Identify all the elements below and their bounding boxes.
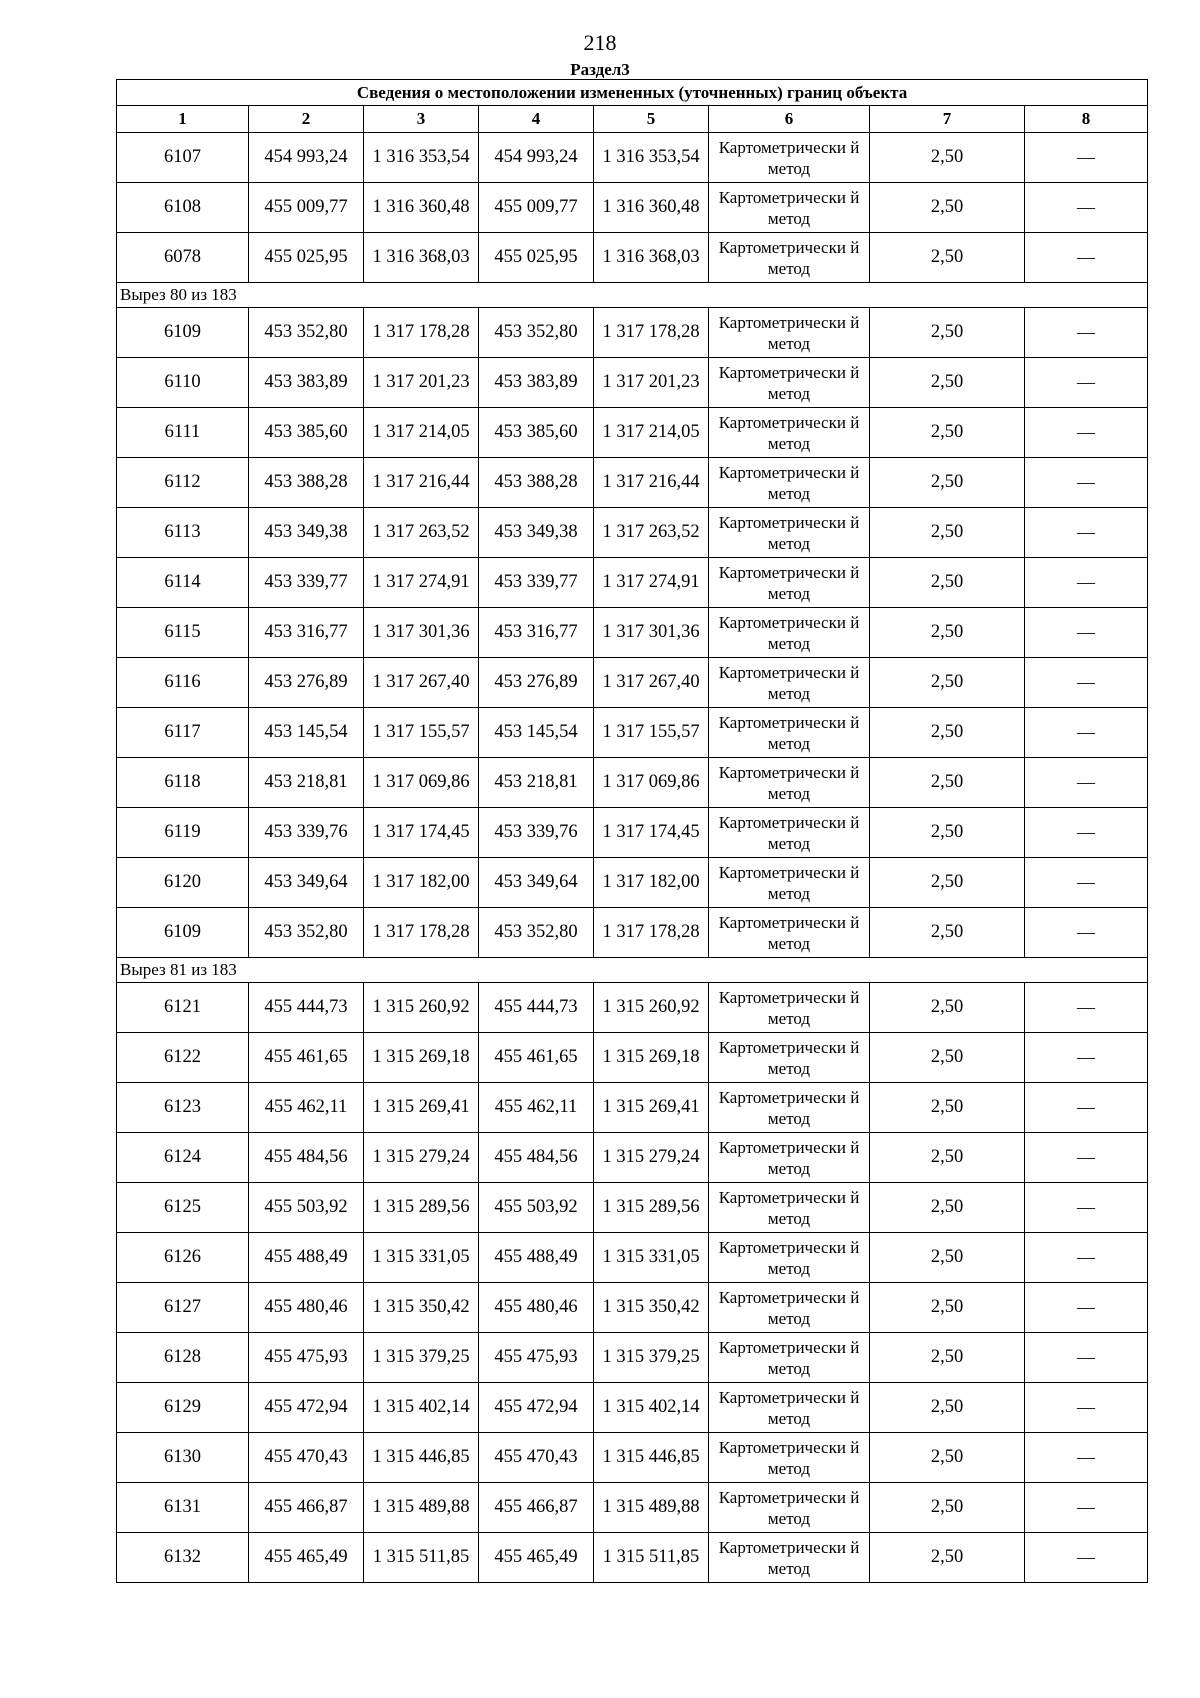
x-new-cell: 453 316,77 <box>479 608 594 658</box>
point-number-cell: 6120 <box>117 858 249 908</box>
x-new-cell: 455 462,11 <box>479 1083 594 1133</box>
x-new-cell: 454 993,24 <box>479 133 594 183</box>
method-cell <box>709 808 870 858</box>
accuracy-cell: 2,50 <box>870 658 1025 708</box>
x-new-cell: 453 218,81 <box>479 758 594 808</box>
description-cell: — <box>1025 1333 1148 1383</box>
y-new-cell: 1 317 214,05 <box>594 408 709 458</box>
method-text: Картометрически й метод <box>718 1437 860 1478</box>
x-old-cell: 455 503,92 <box>249 1183 364 1233</box>
method-cell <box>709 858 870 908</box>
accuracy-cell: 2,50 <box>870 608 1025 658</box>
table-row <box>117 1433 1148 1483</box>
table-row <box>117 658 1148 708</box>
x-new-cell: 453 349,64 <box>479 858 594 908</box>
method-cell <box>709 1133 870 1183</box>
description-cell: — <box>1025 658 1148 708</box>
x-new-cell: 455 475,93 <box>479 1333 594 1383</box>
point-number-cell: 6113 <box>117 508 249 558</box>
column-header: 1 <box>117 106 249 133</box>
method-cell <box>709 1533 870 1583</box>
description-cell: — <box>1025 233 1148 283</box>
description-cell: — <box>1025 858 1148 908</box>
x-old-cell: 455 484,56 <box>249 1133 364 1183</box>
table-title-row <box>117 80 1148 106</box>
method-text: Картометрически й метод <box>718 187 860 228</box>
point-number-cell: 6130 <box>117 1433 249 1483</box>
accuracy-cell: 2,50 <box>870 233 1025 283</box>
boundary-coordinates-table <box>116 79 1148 1583</box>
description-cell: — <box>1025 408 1148 458</box>
point-number-cell: 6112 <box>117 458 249 508</box>
method-text: Картометрически й метод <box>718 1137 860 1178</box>
accuracy-cell: 2,50 <box>870 1333 1025 1383</box>
point-number-cell: 6109 <box>117 308 249 358</box>
y-new-cell: 1 315 446,85 <box>594 1433 709 1483</box>
x-new-cell: 455 009,77 <box>479 183 594 233</box>
point-number-cell: 6131 <box>117 1483 249 1533</box>
x-new-cell: 455 465,49 <box>479 1533 594 1583</box>
accuracy-cell: 2,50 <box>870 133 1025 183</box>
point-number-cell: 6111 <box>117 408 249 458</box>
method-text: Картометрически й метод <box>718 1237 860 1278</box>
method-text: Картометрически й метод <box>718 762 860 803</box>
column-header: 7 <box>870 106 1025 133</box>
method-text: Картометрически й метод <box>718 912 860 953</box>
method-cell <box>709 1333 870 1383</box>
method-text: Картометрически й метод <box>718 612 860 653</box>
point-number-cell: 6116 <box>117 658 249 708</box>
method-text: Картометрически й метод <box>718 812 860 853</box>
point-number-cell: 6127 <box>117 1283 249 1333</box>
method-text: Картометрически й метод <box>718 712 860 753</box>
x-new-cell: 453 339,76 <box>479 808 594 858</box>
x-new-cell: 453 383,89 <box>479 358 594 408</box>
method-cell <box>709 308 870 358</box>
group-label: Вырез 81 из 183 <box>117 958 1148 983</box>
x-old-cell: 453 349,38 <box>249 508 364 558</box>
accuracy-cell: 2,50 <box>870 1383 1025 1433</box>
accuracy-cell: 2,50 <box>870 1083 1025 1133</box>
x-new-cell: 455 461,65 <box>479 1033 594 1083</box>
method-cell <box>709 183 870 233</box>
y-new-cell: 1 317 267,40 <box>594 658 709 708</box>
y-old-cell: 1 317 178,28 <box>364 308 479 358</box>
accuracy-cell: 2,50 <box>870 358 1025 408</box>
table-row <box>117 1033 1148 1083</box>
y-old-cell: 1 317 263,52 <box>364 508 479 558</box>
y-old-cell: 1 317 301,36 <box>364 608 479 658</box>
group-row <box>117 283 1148 308</box>
table-row <box>117 608 1148 658</box>
description-cell: — <box>1025 183 1148 233</box>
accuracy-cell: 2,50 <box>870 1033 1025 1083</box>
method-text: Картометрически й метод <box>718 1187 860 1228</box>
x-old-cell: 453 339,77 <box>249 558 364 608</box>
accuracy-cell: 2,50 <box>870 1183 1025 1233</box>
point-number-cell: 6129 <box>117 1383 249 1433</box>
accuracy-cell: 2,50 <box>870 708 1025 758</box>
table-row <box>117 1533 1148 1583</box>
table-row <box>117 233 1148 283</box>
group-row <box>117 958 1148 983</box>
x-old-cell: 454 993,24 <box>249 133 364 183</box>
description-cell: — <box>1025 1483 1148 1533</box>
point-number-cell: 6132 <box>117 1533 249 1583</box>
method-text: Картометрически й метод <box>718 1537 860 1578</box>
point-number-cell: 6126 <box>117 1233 249 1283</box>
x-old-cell: 453 316,77 <box>249 608 364 658</box>
point-number-cell: 6114 <box>117 558 249 608</box>
x-new-cell: 453 352,80 <box>479 908 594 958</box>
table-row <box>117 708 1148 758</box>
y-new-cell: 1 315 331,05 <box>594 1233 709 1283</box>
x-old-cell: 455 461,65 <box>249 1033 364 1083</box>
method-cell <box>709 1033 870 1083</box>
method-text: Картометрически й метод <box>718 1337 860 1378</box>
x-old-cell: 455 472,94 <box>249 1383 364 1433</box>
y-new-cell: 1 317 216,44 <box>594 458 709 508</box>
point-number-cell: 6110 <box>117 358 249 408</box>
x-old-cell: 455 009,77 <box>249 183 364 233</box>
y-old-cell: 1 315 269,41 <box>364 1083 479 1133</box>
x-old-cell: 455 462,11 <box>249 1083 364 1133</box>
table-row <box>117 1083 1148 1133</box>
method-cell <box>709 983 870 1033</box>
y-old-cell: 1 316 368,03 <box>364 233 479 283</box>
description-cell: — <box>1025 358 1148 408</box>
accuracy-cell: 2,50 <box>870 308 1025 358</box>
x-new-cell: 453 276,89 <box>479 658 594 708</box>
x-new-cell: 455 466,87 <box>479 1483 594 1533</box>
x-old-cell: 453 349,64 <box>249 858 364 908</box>
table-row <box>117 308 1148 358</box>
method-text: Картометрически й метод <box>718 562 860 603</box>
point-number-cell: 6123 <box>117 1083 249 1133</box>
method-cell <box>709 233 870 283</box>
x-old-cell: 453 145,54 <box>249 708 364 758</box>
table-row <box>117 458 1148 508</box>
accuracy-cell: 2,50 <box>870 408 1025 458</box>
method-text: Картометрически й метод <box>718 137 860 178</box>
method-cell <box>709 708 870 758</box>
method-cell <box>709 1283 870 1333</box>
description-cell: — <box>1025 558 1148 608</box>
accuracy-cell: 2,50 <box>870 508 1025 558</box>
section-title: Раздел3 <box>570 60 630 79</box>
point-number-cell: 6109 <box>117 908 249 958</box>
method-cell <box>709 608 870 658</box>
method-text: Картометрически й метод <box>718 862 860 903</box>
description-cell: — <box>1025 133 1148 183</box>
x-new-cell: 453 339,77 <box>479 558 594 608</box>
table-row <box>117 358 1148 408</box>
method-cell <box>709 758 870 808</box>
y-old-cell: 1 315 379,25 <box>364 1333 479 1383</box>
accuracy-cell: 2,50 <box>870 558 1025 608</box>
y-new-cell: 1 315 379,25 <box>594 1333 709 1383</box>
method-text: Картометрически й метод <box>718 312 860 353</box>
description-cell: — <box>1025 458 1148 508</box>
x-new-cell: 455 480,46 <box>479 1283 594 1333</box>
accuracy-cell: 2,50 <box>870 1483 1025 1533</box>
y-new-cell: 1 315 511,85 <box>594 1533 709 1583</box>
point-number-cell: 6119 <box>117 808 249 858</box>
table-row <box>117 983 1148 1033</box>
table-body <box>117 80 1148 1583</box>
x-old-cell: 455 025,95 <box>249 233 364 283</box>
y-old-cell: 1 315 269,18 <box>364 1033 479 1083</box>
y-old-cell: 1 315 402,14 <box>364 1383 479 1433</box>
x-new-cell: 453 145,54 <box>479 708 594 758</box>
method-cell <box>709 408 870 458</box>
y-old-cell: 1 317 201,23 <box>364 358 479 408</box>
y-new-cell: 1 317 178,28 <box>594 908 709 958</box>
point-number-cell: 6078 <box>117 233 249 283</box>
y-new-cell: 1 317 182,00 <box>594 858 709 908</box>
accuracy-cell: 2,50 <box>870 1433 1025 1483</box>
table-row <box>117 183 1148 233</box>
description-cell: — <box>1025 808 1148 858</box>
y-old-cell: 1 317 274,91 <box>364 558 479 608</box>
y-new-cell: 1 315 279,24 <box>594 1133 709 1183</box>
method-text: Картометрически й метод <box>718 412 860 453</box>
description-cell: — <box>1025 1383 1148 1433</box>
table-row <box>117 1283 1148 1333</box>
point-number-cell: 6115 <box>117 608 249 658</box>
description-cell: — <box>1025 1233 1148 1283</box>
y-old-cell: 1 317 174,45 <box>364 808 479 858</box>
x-old-cell: 453 276,89 <box>249 658 364 708</box>
method-text: Картометрически й метод <box>718 1487 860 1528</box>
method-cell <box>709 1483 870 1533</box>
x-old-cell: 455 470,43 <box>249 1433 364 1483</box>
x-old-cell: 455 488,49 <box>249 1233 364 1283</box>
y-new-cell: 1 317 069,86 <box>594 758 709 808</box>
x-old-cell: 455 480,46 <box>249 1283 364 1333</box>
description-cell: — <box>1025 1183 1148 1233</box>
column-header: 8 <box>1025 106 1148 133</box>
y-new-cell: 1 315 350,42 <box>594 1283 709 1333</box>
x-new-cell: 453 385,60 <box>479 408 594 458</box>
description-cell: — <box>1025 608 1148 658</box>
accuracy-cell: 2,50 <box>870 1533 1025 1583</box>
y-old-cell: 1 317 216,44 <box>364 458 479 508</box>
x-old-cell: 455 475,93 <box>249 1333 364 1383</box>
x-new-cell: 455 488,49 <box>479 1233 594 1283</box>
y-old-cell: 1 317 182,00 <box>364 858 479 908</box>
y-new-cell: 1 317 301,36 <box>594 608 709 658</box>
description-cell: — <box>1025 308 1148 358</box>
x-old-cell: 455 465,49 <box>249 1533 364 1583</box>
y-old-cell: 1 315 446,85 <box>364 1433 479 1483</box>
y-old-cell: 1 317 267,40 <box>364 658 479 708</box>
description-cell: — <box>1025 1133 1148 1183</box>
x-old-cell: 453 383,89 <box>249 358 364 408</box>
y-new-cell: 1 317 201,23 <box>594 358 709 408</box>
method-cell <box>709 558 870 608</box>
accuracy-cell: 2,50 <box>870 1283 1025 1333</box>
accuracy-cell: 2,50 <box>870 1133 1025 1183</box>
x-old-cell: 455 444,73 <box>249 983 364 1033</box>
point-number-cell: 6121 <box>117 983 249 1033</box>
y-new-cell: 1 317 263,52 <box>594 508 709 558</box>
x-new-cell: 455 444,73 <box>479 983 594 1033</box>
y-new-cell: 1 316 353,54 <box>594 133 709 183</box>
column-header: 6 <box>709 106 870 133</box>
point-number-cell: 6122 <box>117 1033 249 1083</box>
x-old-cell: 453 388,28 <box>249 458 364 508</box>
x-old-cell: 453 339,76 <box>249 808 364 858</box>
table-row <box>117 758 1148 808</box>
accuracy-cell: 2,50 <box>870 808 1025 858</box>
column-header: 5 <box>594 106 709 133</box>
y-new-cell: 1 317 174,45 <box>594 808 709 858</box>
method-cell <box>709 908 870 958</box>
column-header: 4 <box>479 106 594 133</box>
description-cell: — <box>1025 908 1148 958</box>
accuracy-cell: 2,50 <box>870 458 1025 508</box>
y-new-cell: 1 315 402,14 <box>594 1383 709 1433</box>
description-cell: — <box>1025 983 1148 1033</box>
y-old-cell: 1 316 360,48 <box>364 183 479 233</box>
method-cell <box>709 658 870 708</box>
method-cell <box>709 1433 870 1483</box>
y-new-cell: 1 315 289,56 <box>594 1183 709 1233</box>
point-number-cell: 6107 <box>117 133 249 183</box>
table-row <box>117 808 1148 858</box>
y-new-cell: 1 317 178,28 <box>594 308 709 358</box>
method-text: Картометрически й метод <box>718 987 860 1028</box>
point-number-cell: 6117 <box>117 708 249 758</box>
x-new-cell: 455 503,92 <box>479 1183 594 1233</box>
group-label: Вырез 80 из 183 <box>117 283 1148 308</box>
point-number-cell: 6124 <box>117 1133 249 1183</box>
y-new-cell: 1 315 269,18 <box>594 1033 709 1083</box>
table-row <box>117 1483 1148 1533</box>
y-new-cell: 1 317 155,57 <box>594 708 709 758</box>
method-text: Картометрически й метод <box>718 237 860 278</box>
y-new-cell: 1 316 368,03 <box>594 233 709 283</box>
method-text: Картометрически й метод <box>718 662 860 703</box>
table-row <box>117 133 1148 183</box>
table-row <box>117 408 1148 458</box>
x-new-cell: 455 470,43 <box>479 1433 594 1483</box>
description-cell: — <box>1025 1283 1148 1333</box>
point-number-cell: 6108 <box>117 183 249 233</box>
description-cell: — <box>1025 508 1148 558</box>
page-number: 218 <box>583 30 617 55</box>
method-text: Картометрически й метод <box>718 462 860 503</box>
method-cell <box>709 358 870 408</box>
y-old-cell: 1 317 069,86 <box>364 758 479 808</box>
accuracy-cell: 2,50 <box>870 758 1025 808</box>
accuracy-cell: 2,50 <box>870 183 1025 233</box>
table-title: Сведения о местоположении измененных (уточненных) границ объекта <box>117 80 1148 106</box>
point-number-cell: 6125 <box>117 1183 249 1233</box>
accuracy-cell: 2,50 <box>870 1233 1025 1283</box>
table-row <box>117 1383 1148 1433</box>
method-text: Картометрически й метод <box>718 512 860 553</box>
point-number-cell: 6118 <box>117 758 249 808</box>
method-cell <box>709 133 870 183</box>
table-row <box>117 1133 1148 1183</box>
y-old-cell: 1 315 289,56 <box>364 1183 479 1233</box>
table-row <box>117 1233 1148 1283</box>
x-old-cell: 453 218,81 <box>249 758 364 808</box>
method-text: Картометрически й метод <box>718 1387 860 1428</box>
column-header: 3 <box>364 106 479 133</box>
accuracy-cell: 2,50 <box>870 983 1025 1033</box>
method-cell <box>709 508 870 558</box>
y-old-cell: 1 315 260,92 <box>364 983 479 1033</box>
x-new-cell: 453 349,38 <box>479 508 594 558</box>
table-row <box>117 508 1148 558</box>
method-cell <box>709 1383 870 1433</box>
x-new-cell: 453 352,80 <box>479 308 594 358</box>
x-old-cell: 453 352,80 <box>249 908 364 958</box>
table-row <box>117 1333 1148 1383</box>
method-cell <box>709 1083 870 1133</box>
y-new-cell: 1 315 260,92 <box>594 983 709 1033</box>
table-row <box>117 558 1148 608</box>
y-old-cell: 1 315 511,85 <box>364 1533 479 1583</box>
point-number-cell: 6128 <box>117 1333 249 1383</box>
method-text: Картометрически й метод <box>718 1287 860 1328</box>
table-row <box>117 1183 1148 1233</box>
y-old-cell: 1 317 214,05 <box>364 408 479 458</box>
x-old-cell: 453 352,80 <box>249 308 364 358</box>
y-old-cell: 1 317 178,28 <box>364 908 479 958</box>
description-cell: — <box>1025 1083 1148 1133</box>
description-cell: — <box>1025 1433 1148 1483</box>
column-header: 2 <box>249 106 364 133</box>
y-old-cell: 1 315 331,05 <box>364 1233 479 1283</box>
y-new-cell: 1 317 274,91 <box>594 558 709 608</box>
y-old-cell: 1 315 489,88 <box>364 1483 479 1533</box>
method-text: Картометрически й метод <box>718 1087 860 1128</box>
x-old-cell: 455 466,87 <box>249 1483 364 1533</box>
table-row <box>117 908 1148 958</box>
x-old-cell: 453 385,60 <box>249 408 364 458</box>
description-cell: — <box>1025 758 1148 808</box>
x-new-cell: 455 472,94 <box>479 1383 594 1433</box>
method-cell <box>709 458 870 508</box>
method-cell <box>709 1233 870 1283</box>
y-new-cell: 1 316 360,48 <box>594 183 709 233</box>
y-old-cell: 1 315 279,24 <box>364 1133 479 1183</box>
y-old-cell: 1 316 353,54 <box>364 133 479 183</box>
method-text: Картометрически й метод <box>718 362 860 403</box>
description-cell: — <box>1025 1533 1148 1583</box>
x-new-cell: 455 025,95 <box>479 233 594 283</box>
y-old-cell: 1 317 155,57 <box>364 708 479 758</box>
accuracy-cell: 2,50 <box>870 908 1025 958</box>
method-text: Картометрически й метод <box>718 1037 860 1078</box>
description-cell: — <box>1025 1033 1148 1083</box>
y-new-cell: 1 315 269,41 <box>594 1083 709 1133</box>
y-old-cell: 1 315 350,42 <box>364 1283 479 1333</box>
y-new-cell: 1 315 489,88 <box>594 1483 709 1533</box>
table-row <box>117 858 1148 908</box>
column-header-row <box>117 106 1148 133</box>
x-new-cell: 455 484,56 <box>479 1133 594 1183</box>
method-cell <box>709 1183 870 1233</box>
accuracy-cell: 2,50 <box>870 858 1025 908</box>
x-new-cell: 453 388,28 <box>479 458 594 508</box>
description-cell: — <box>1025 708 1148 758</box>
